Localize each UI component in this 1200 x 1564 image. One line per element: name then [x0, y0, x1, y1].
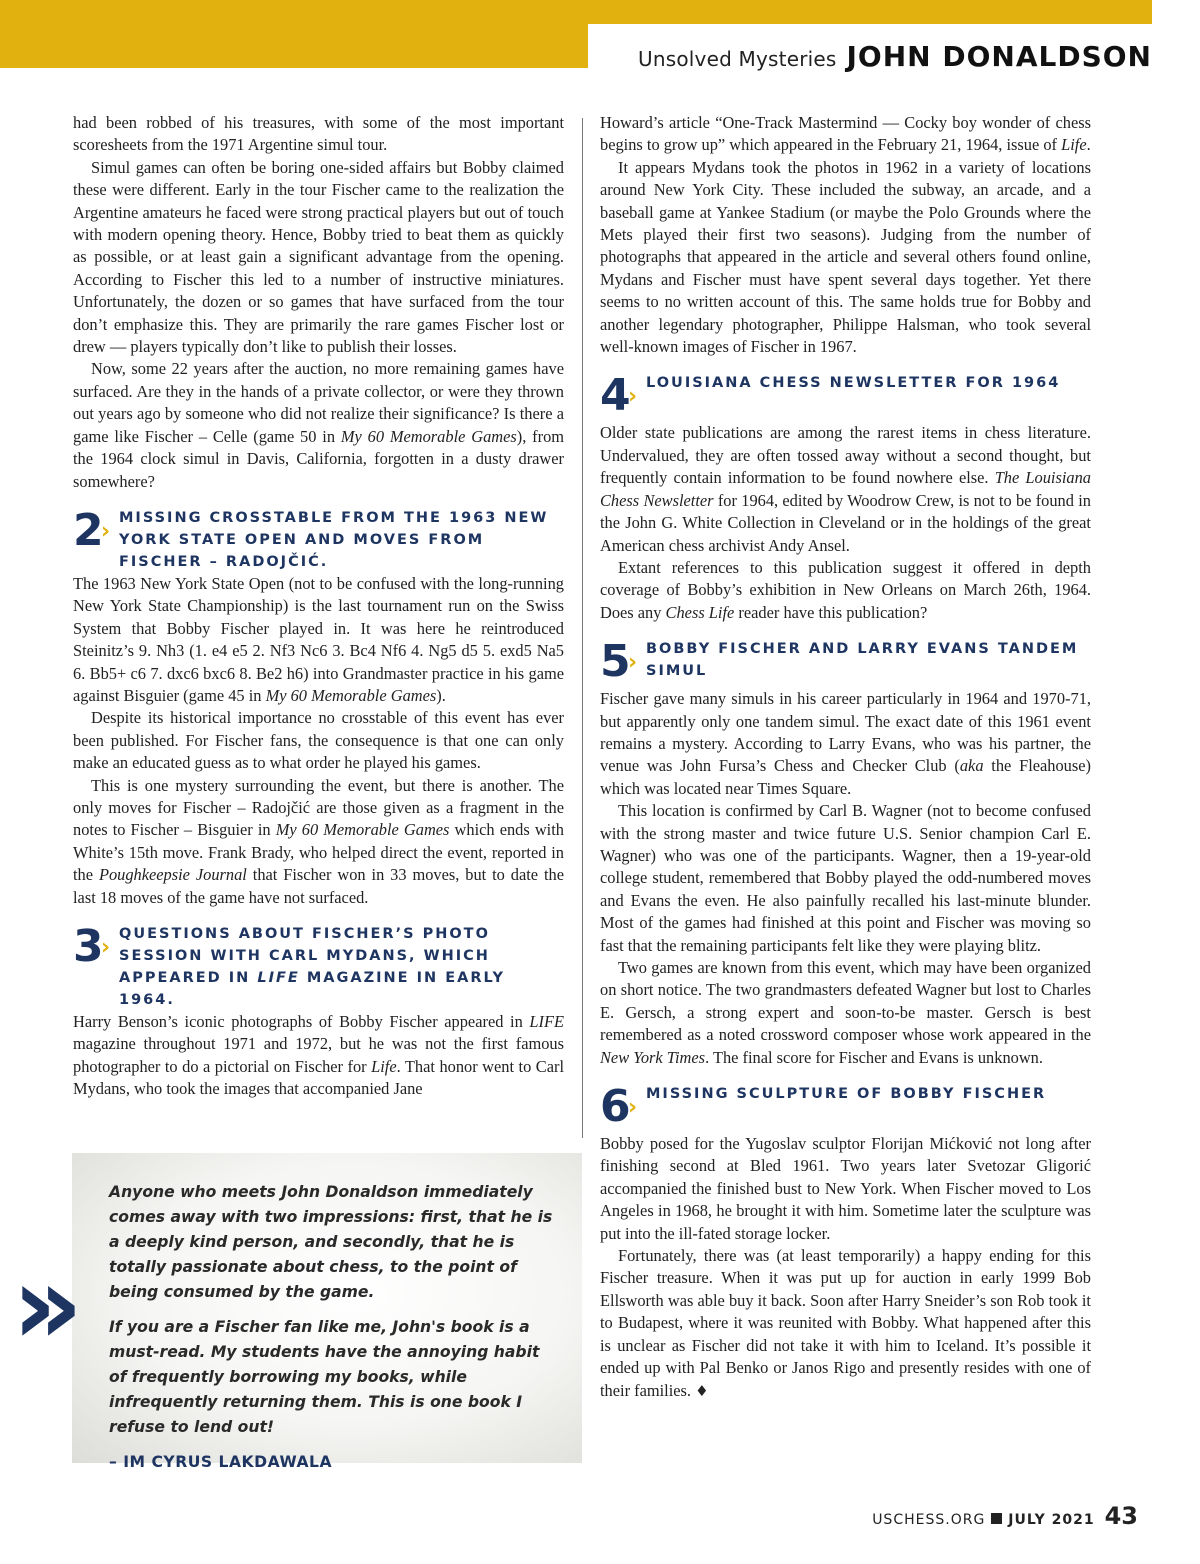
page-footer: [872, 1502, 1138, 1530]
author-name: JOHN DONALDSON: [846, 40, 1152, 73]
paragraph: This is one mystery surrounding the event, but there is another. The only moves for Fischer – Radojčić are those given as a fragment in the notes to Fischer – Bisguier in My 60 Memorable Games which ends with White’s 15th move. Frank Brady, who helped direct the event, reported in the Poughkeepsie Journal that Fischer won in 33 moves, but to date the last 18 moves of the game have not surfaced.: [73, 775, 565, 907]
quote-paragraph: Anyone who meets John Donaldson immediately comes away with two impressions: first, that he is a deeply kind person, and secondly, that he is totally passionate about chess, to the point of being consumed by the game.: [109, 1183, 553, 1301]
chevron-icon: ›: [101, 935, 111, 960]
section-number: 5: [600, 636, 631, 688]
right-column: [600, 112, 1091, 1402]
heading-text: QUESTIONS ABOUT FISCHER’S PHOTO SESSION WITH CARL MYDANS, WHICH APPEARED IN LIFE MAGAZINE IN EARLY 1964.: [119, 926, 505, 1008]
heading-text: BOBBY FISCHER AND LARRY EVANS TANDEM SIMUL: [646, 641, 1079, 680]
section-number: 3: [73, 921, 104, 972]
paragraph: Now, some 22 years after the auction, no more remaining games have surfaced. Are they in the hands of a private collector, or were they thrown out years ago by someone who did not realize their significance? Is there a game like Fischer – Celle (game 50 in My 60 Memorable Games), from the 1964 clock simul in Davis, California, forgotten in a dusty drawer somewhere?: [73, 359, 565, 491]
quote-attribution: – IM CYRUS LAKDAWALA: [109, 1453, 333, 1471]
heading-text: LOUISIANA CHESS NEWSLETTER FOR 1964: [646, 375, 1061, 392]
section-heading-6: [600, 1083, 1091, 1133]
section-number: 4: [600, 370, 631, 422]
paragraph: Extant references to this publication suggest it offered in depth coverage of Bobby’s exhibition in New Orleans on March 26th, 1964. Does any Chess Life reader have this publication?: [600, 557, 1091, 622]
quote-mark-icon: »: [12, 1241, 84, 1369]
paragraph: Simul games can often be boring one-sided affairs but Bobby claimed these were different. Early in the tour Fischer came to the realization the Argentine amateurs he faced were strong practical players but out of touch with modern opening theory. Hence, Bobby tried to beat them as quickly as possible, or at least gain a significant advantage from the opening. According to Fischer this led to a number of instructive miniatures. Unfortunately, the dozen or so games that have surfaced from the tour don’t emphasize this. They are primarily the rare games Fischer lost or drew — players typically don’t like to publish their losses.: [73, 157, 564, 357]
section-heading-4: [600, 372, 1091, 422]
section-number: 6: [600, 1081, 631, 1133]
end-mark-icon: ♦: [695, 1381, 709, 1400]
chevron-icon: ›: [101, 518, 111, 544]
heading-text: MISSING SCULPTURE OF BOBBY FISCHER: [646, 1086, 1047, 1103]
paragraph: Older state publications are among the rarest items in chess literature. Undervalued, they are often tossed away without a second thought, but frequently contain information to be found nowhere else. The Louisiana Chess Newsletter for 1964, edited by Woodrow Crew, is not to be found in the John G. White Collection in Cleveland or in the holdings of the great American chess archivist Andy Ansel.: [600, 423, 1092, 555]
chevron-icon: ›: [628, 650, 638, 676]
site-url: USCHESS.ORG: [872, 1512, 986, 1528]
section-heading-5: [600, 638, 1091, 688]
paragraph: This location is confirmed by Carl B. Wagner (not to become confused with the strong master and twice future U.S. Senior champion Carl E. Wagner) who was one of the participants. Wagner, then a 19-year-old college student, remembered that Bobby played the odd-numbered moves and Evans the even. He also painfully recalled his last-minute blunder. Most of the games had finished at this point and Fischer was moving so fast that the remaining participants felt like they were playing blitz.: [600, 801, 1091, 955]
paragraph: The 1963 New York State Open (not to be confused with the long-running New York State Championship) is the last tournament run on the Swiss System that Bobby Fischer played in. It was here he reintroduced Steinitz’s 9. Nh3 (1. e4 e5 2. Nf3 Nc6 3. Bc4 Nf6 4. Ng5 d5 5. exd5 Na5 6. Bb5+ c6 7. dxc6 bxc6 8. Be2 h6) into Grandmaster practice in his game against Bisguier (game 45 in My 60 Memorable Games).: [73, 573, 564, 705]
square-separator-icon: [991, 1513, 1002, 1524]
paragraph: Howard’s article “One-Track Mastermind — Cocky boy wonder of chess begins to grow up” which appeared in the February 21, 1964, issue of Life.: [600, 113, 1091, 155]
pull-quote: [109, 1180, 559, 1485]
quote-paragraph: If you are a Fischer fan like me, John's book is a must-read. My students have the annoying habit of frequently borrowing my books, while infrequently returning them. This is one book I refuse to lend out!: [109, 1318, 540, 1436]
page-number: 43: [1104, 1502, 1138, 1530]
left-column: [73, 112, 564, 1101]
column-divider: [582, 118, 583, 1138]
section-heading-3: [73, 923, 564, 1011]
paragraph: Fischer gave many simuls in his career particularly in 1964 and 1970-71, but apparently only one tandem simul. The exact date of this 1961 event remains a mystery. According to Larry Evans, who was his partner, the venue was John Fursa’s Chess and Checker Club (aka the Fleahouse) which was located near Times Square.: [600, 689, 1091, 798]
heading-text: MISSING CROSSTABLE FROM THE 1963 NEW YORK STATE OPEN AND MOVES FROM FISCHER – RADOJČIĆ.: [119, 509, 549, 570]
issue-date: JULY 2021: [1008, 1512, 1095, 1528]
paragraph: Bobby posed for the Yugoslav sculptor Florijan Mićković not long after finishing second at Bled 1961. Two years later Svetozar Gligorić accompanied the finished bust to New York. When Fischer moved to Los Angeles in 1968, he brought it with him. Sometime later the sculpture was put into the ill-fated storage locker.: [600, 1134, 1091, 1243]
paragraph: Harry Benson’s iconic photographs of Bobby Fischer appeared in LIFE magazine throughout 1971 and 1972, but he was not the first famous photographer to do a pictorial on Fischer for Life. That honor went to Carl Mydans, who took the images that accompanied Jane: [73, 1012, 564, 1099]
paragraph: It appears Mydans took the photos in 1962 in a variety of locations around New York City. These included the subway, an arcade, and a baseball game at Yankee Stadium (or maybe the Polo Grounds where the Mets played their first two seasons). Judging from the number of photographs that appeared in the article and several others found online, Mydans and Fischer must have spent several days together. Yet there seems to no written account of this. The same holds true for Bobby and another legendary photographer, Philippe Halsman, who took several well-known images of Fischer in 1967.: [600, 157, 1091, 357]
running-head: [638, 40, 1152, 73]
section-number: 2: [73, 504, 104, 556]
paragraph: had been robbed of his treasures, with some of the most important scoresheets from the 1971 Argentine simul tour.: [73, 113, 564, 155]
paragraph: Despite its historical importance no crosstable of this event has ever been published. For Fischer fans, the consequence is that one can only make an educated guess as to what order he played his games.: [73, 708, 564, 773]
chevron-icon: ›: [628, 1095, 638, 1121]
section-heading-2: [73, 504, 564, 573]
paragraph: Fortunately, there was (at least temporarily) a happy ending for this Fischer treasure. When it was put up for auction in early 1999 Bob Ellsworth was able buy it back. Soon after Harry Sneider’s son Rob took it to Budapest, where it was reunited with Bobby. What happened after this is unclear as Fischer did not take it with him to Iceland. It’s possible it ended up with Pal Benko or Janos Rigo and presently resides with one of their families. ♦: [600, 1246, 1091, 1400]
chevron-icon: ›: [628, 384, 638, 410]
section-title: Unsolved Mysteries: [638, 47, 837, 71]
paragraph: Two games are known from this event, which may have been organized on short notice. The two grandmasters defeated Wagner but lost to Charles E. Gersch, a strong expert and soon-to-be master. Gersch is best remembered as a noted crossword composer whose work appeared in the New York Times. The final score for Fischer and Evans is unknown.: [600, 958, 1091, 1067]
